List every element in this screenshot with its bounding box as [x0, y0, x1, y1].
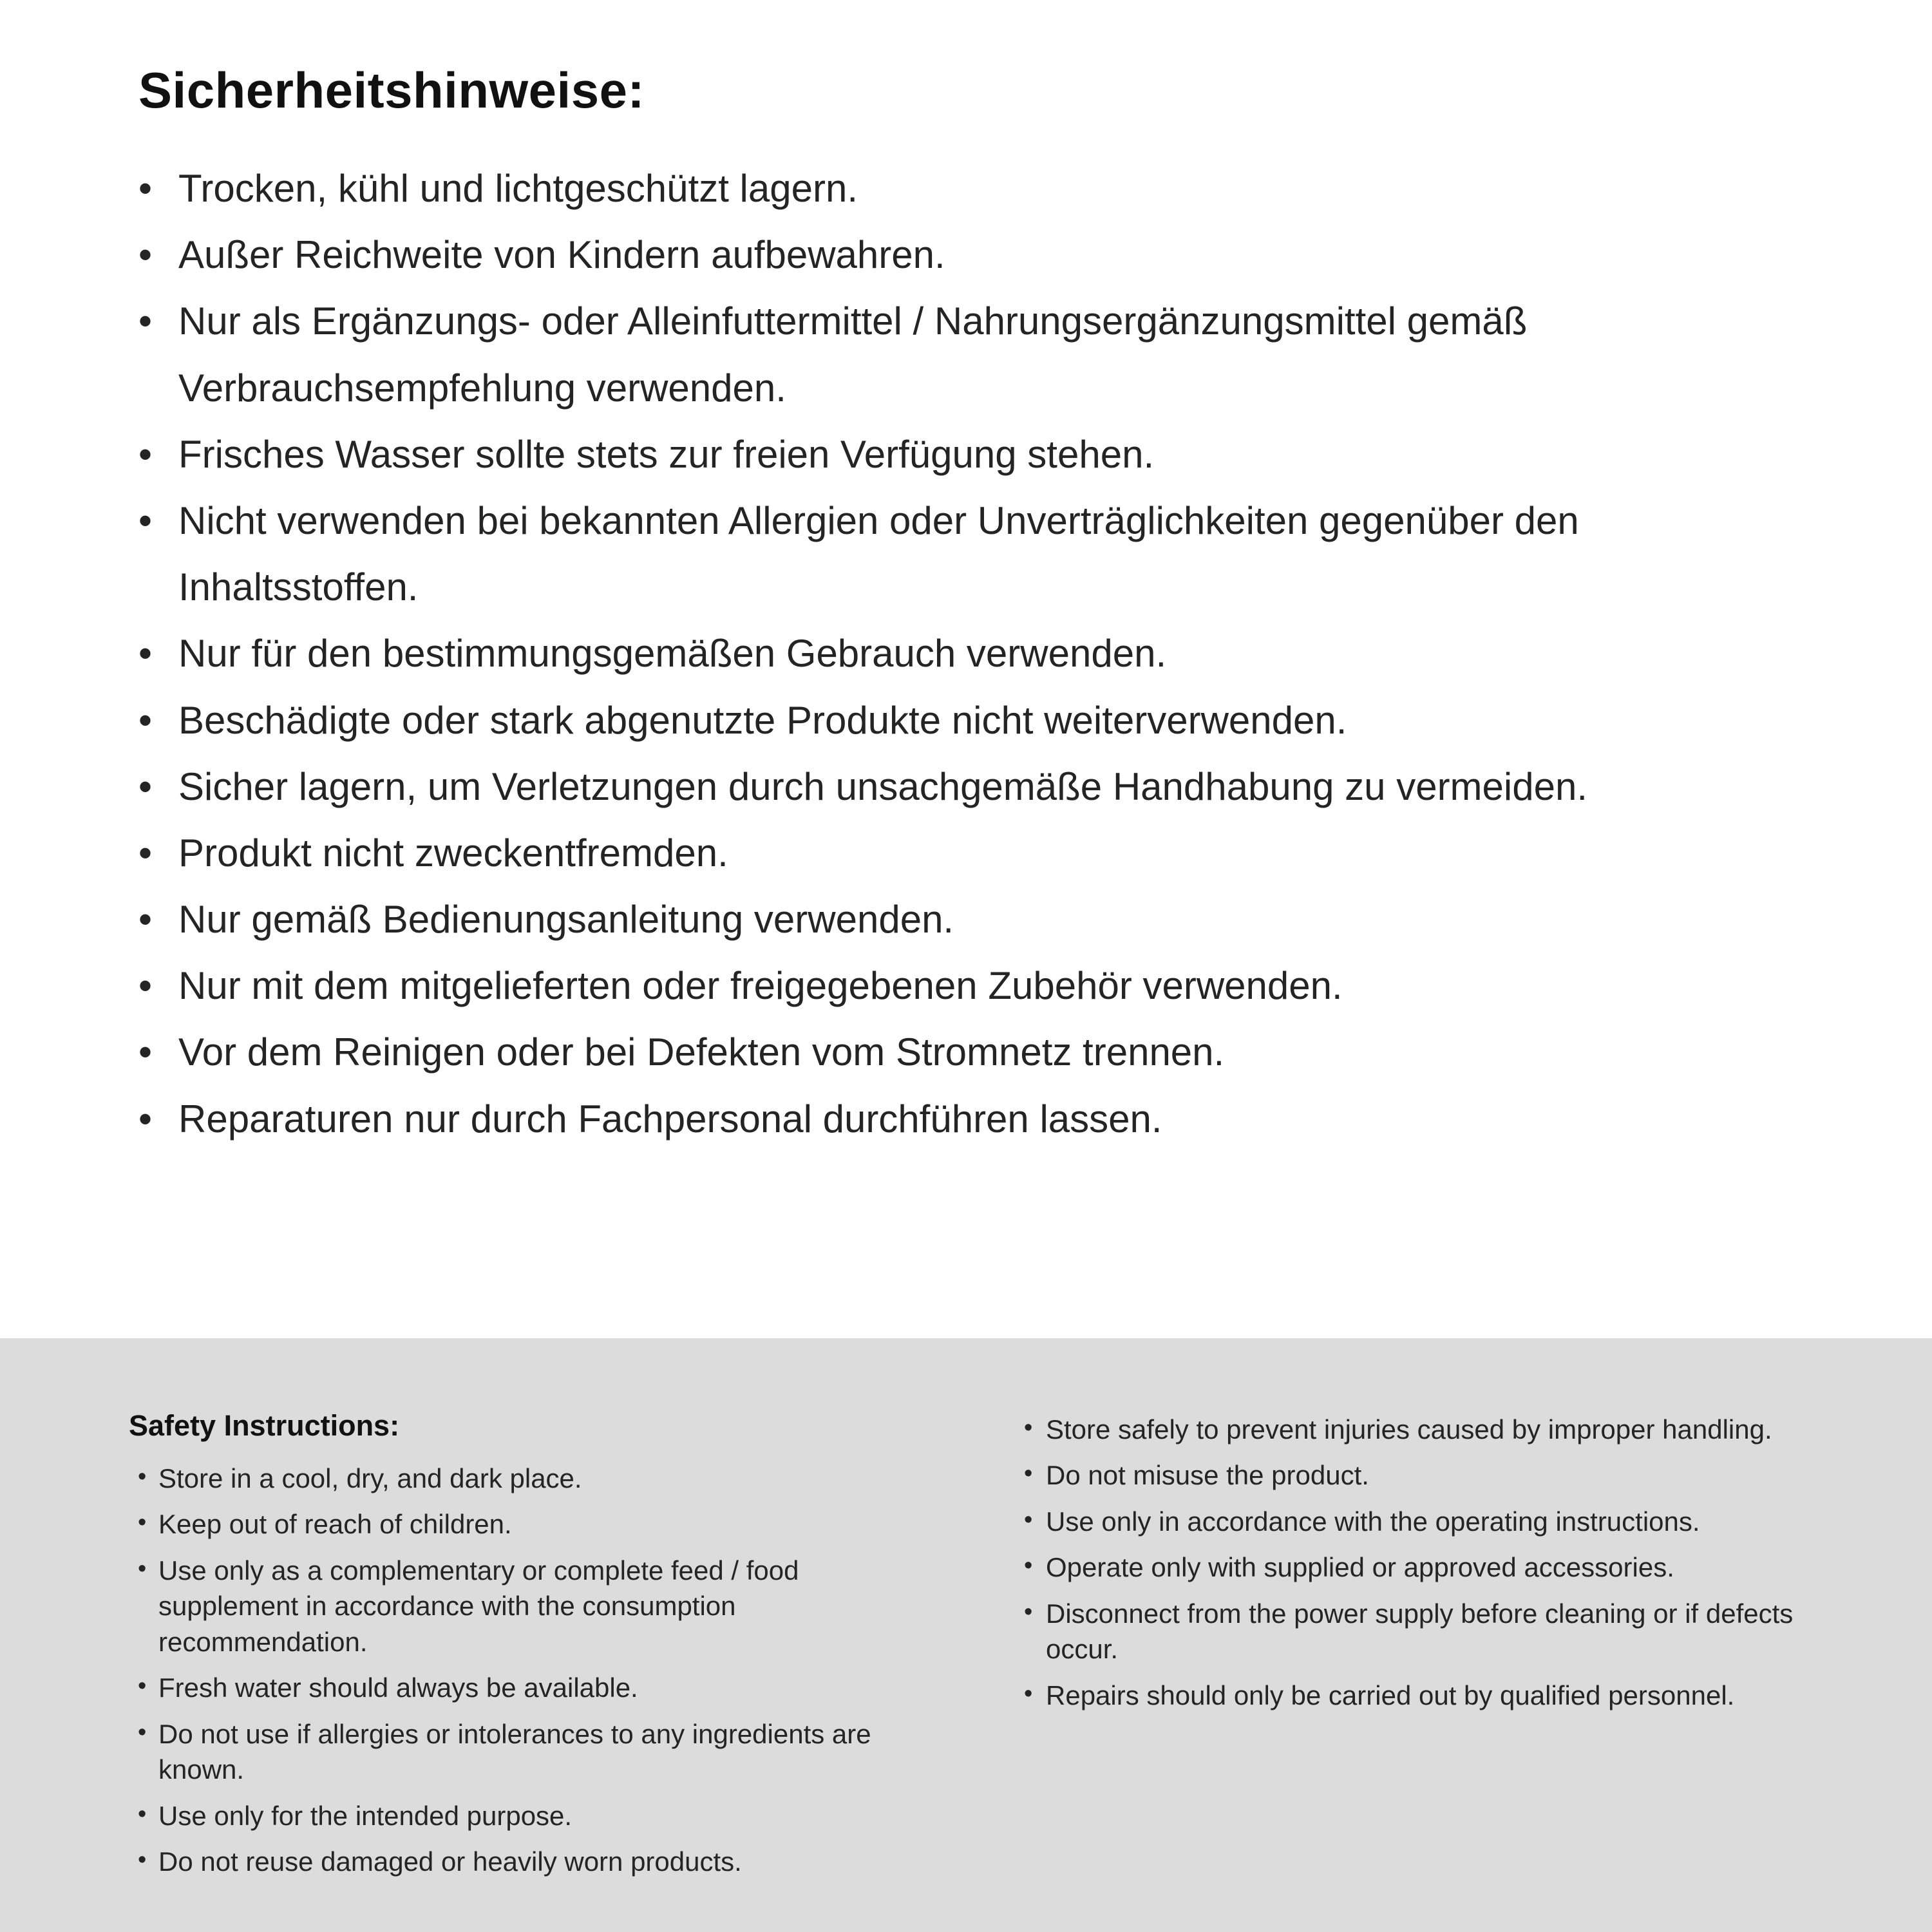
list-item [138, 1019, 1816, 1085]
english-left-column [129, 1409, 927, 1893]
list-item [138, 155, 1816, 222]
list-item-text: Nicht verwenden bei bekannten Allergien oder Unverträglichkeiten gegenüber den Inhaltsstoffen. [178, 498, 1579, 609]
list-item-text: Vor dem Reinigen oder bei Defekten vom Stromnetz trennen. [178, 1030, 1225, 1074]
list-item-text: Produkt nicht zweckentfremden. [178, 831, 728, 875]
list-item [138, 421, 1816, 488]
list-item-text: Disconnect from the power supply before cleaning or if defects occur. [1046, 1598, 1794, 1665]
list-item-text: Nur als Ergänzungs- oder Alleinfuttermittel / Nahrungsergänzungsmittel gemäß Verbrauchsempfehlung verwenden. [178, 299, 1528, 410]
list-item-text: Nur mit dem mitgelieferten oder freigegebenen Zubehör verwenden. [178, 964, 1343, 1008]
list-item [138, 620, 1816, 687]
english-section-title: Safety Instructions: [129, 1409, 400, 1442]
list-item-text: Reparaturen nur durch Fachpersonal durchführen lassen. [178, 1097, 1162, 1141]
list-item [138, 952, 1816, 1019]
list-item-text: Beschädigte oder stark abgenutzte Produkte nicht weiterverwenden. [178, 698, 1347, 742]
list-item [129, 1461, 927, 1496]
list-item [1024, 1549, 1823, 1585]
list-item [138, 687, 1816, 753]
list-item [138, 886, 1816, 952]
list-item-text: Fresh water should always be available. [158, 1672, 638, 1703]
list-item-text: Do not reuse damaged or heavily worn products. [158, 1846, 742, 1877]
list-item [138, 753, 1816, 820]
list-item-text: Repairs should only be carried out by qualified personnel. [1046, 1680, 1735, 1710]
list-item-text: Keep out of reach of children. [158, 1509, 512, 1540]
list-item [129, 1506, 927, 1542]
list-item [138, 1086, 1816, 1152]
german-section-title: Sicherheitshinweise: [138, 62, 645, 118]
list-item [1024, 1504, 1823, 1539]
list-item [1024, 1412, 1823, 1447]
list-item-text: Nur gemäß Bedienungsanleitung verwenden. [178, 898, 954, 942]
list-item [138, 488, 1816, 620]
list-item-text: Operate only with supplied or approved accessories. [1046, 1552, 1674, 1583]
list-item-text: Store safely to prevent injuries caused by improper handling. [1046, 1414, 1772, 1444]
list-item [1024, 1678, 1823, 1713]
list-item [129, 1716, 927, 1788]
list-item [129, 1844, 927, 1879]
english-right-bullet-list [1024, 1412, 1823, 1713]
list-item-text: Store in a cool, dry, and dark place. [158, 1463, 582, 1493]
list-item [138, 288, 1816, 421]
list-item [1024, 1457, 1823, 1493]
german-bullet-list [138, 155, 1816, 1152]
list-item-text: Nur für den bestimmungsgemäßen Gebrauch verwenden. [178, 632, 1167, 676]
english-right-column [1024, 1409, 1823, 1893]
list-item [1024, 1596, 1823, 1667]
list-item-text: Do not misuse the product. [1046, 1460, 1369, 1491]
list-item-text: Use only for the intended purpose. [158, 1800, 573, 1831]
list-item [129, 1553, 927, 1660]
list-item-text: Frisches Wasser sollte stets zur freien Verfügung stehen. [178, 432, 1155, 476]
list-item [129, 1670, 927, 1705]
list-item-text: Sicher lagern, um Verletzungen durch unsachgemäße Handhabung zu vermeiden. [178, 764, 1588, 808]
english-safety-section [0, 1338, 1932, 1932]
list-item-text: Use only as a complementary or complete feed / food supplement in accordance with the consumption recommendation. [158, 1555, 799, 1657]
list-item [138, 222, 1816, 288]
list-item-text: Use only in accordance with the operating instructions. [1046, 1506, 1700, 1537]
list-item-text: Außer Reichweite von Kindern aufbewahren. [178, 233, 945, 277]
english-left-bullet-list [129, 1461, 927, 1879]
list-item-text: Do not use if allergies or intolerances to any ingredients are known. [158, 1718, 871, 1785]
list-item-text: Trocken, kühl und lichtgeschützt lagern. [178, 167, 858, 210]
list-item [129, 1798, 927, 1833]
list-item [138, 820, 1816, 886]
